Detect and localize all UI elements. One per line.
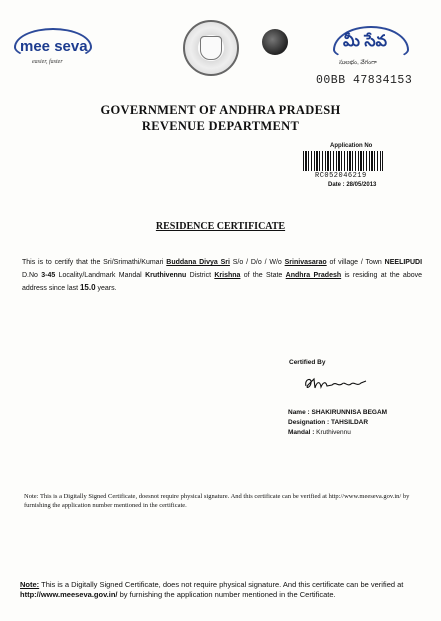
verification-note — [20, 580, 428, 600]
barcode — [303, 151, 383, 171]
signatory-name-row — [288, 408, 387, 418]
body-text-7: of the State — [240, 271, 286, 279]
telugu-logo-tagline: సులభం, వేగంగా — [339, 60, 377, 66]
state-name: Andhra Pradesh — [285, 271, 342, 279]
verification-url: http://www.meeseva.gov.in/ — [20, 590, 118, 599]
parent-name: Srinivasarao — [284, 259, 327, 266]
body-text-2: S/o / D/o / W/o — [229, 259, 285, 266]
date-value: 28/05/2013 — [346, 182, 377, 188]
date-label: Date : — [328, 182, 347, 188]
note-text-2: by furnishing the application number mentioned in the Certificate. — [117, 590, 336, 599]
signatory-mandal-row — [288, 428, 387, 438]
logo-name: mee seva — [20, 38, 88, 55]
name-label: Name : — [288, 409, 312, 416]
application-date — [328, 182, 376, 188]
meeseva-logo — [14, 28, 92, 68]
hologram-seal-icon — [262, 29, 288, 55]
designation-label: Designation : — [288, 419, 331, 426]
body-text-3: of village / Town — [326, 259, 385, 266]
government-heading: GOVERNMENT OF ANDHRA PRADESH — [100, 103, 341, 117]
certified-by-label: Certified By — [289, 359, 326, 366]
signatory-designation: TAHSILDAR — [330, 419, 369, 426]
signatory-mandal: Kruthivennu — [316, 429, 351, 436]
department-heading: REVENUE DEPARTMENT — [141, 119, 300, 133]
certificate-body — [22, 257, 422, 296]
body-text-8: is residing at the above address since last — [22, 271, 423, 292]
body-text-1: This is to certify that the Sri/Srimathi/Kumari — [22, 259, 167, 266]
signatory-designation-row — [288, 418, 387, 428]
applicant-name: Buddana Divya Sri — [166, 259, 230, 266]
body-text-9: years. — [95, 285, 117, 292]
state-emblem-icon — [183, 20, 239, 76]
meeseva-telugu-logo — [333, 26, 411, 70]
district-name: Krishna — [214, 271, 241, 279]
note-text-1: This is a Digitally Signed Certificate, does not require physical signature. And this certificate can be verified at — [39, 580, 404, 589]
body-text-4: D.No — [22, 271, 42, 279]
logo-tagline: easier, faster — [32, 59, 63, 65]
signatory-name: SHAKIRUNNISA BEGAM — [311, 409, 388, 416]
signature-image — [302, 373, 370, 393]
note-label: Note: — [20, 580, 40, 589]
telugu-logo-name: మీ సేవ — [343, 33, 387, 50]
signatory-details — [288, 408, 387, 438]
body-text-6: District — [186, 271, 215, 279]
application-number: RC052046219 — [315, 172, 367, 180]
years-of-residence: 15.0 — [79, 283, 96, 292]
serial-number: 00BB 47834153 — [316, 74, 413, 87]
mandal-name: Kruthivennu — [145, 271, 187, 279]
body-text-5: Locality/Landmark Mandal — [55, 271, 146, 279]
mandal-label: Mandal : — [288, 429, 317, 436]
digital-signature-note: Note: This is a Digitally Signed Certificate, doesnot require physical signature. And this certificate can be verified at http://www.meeseva.gov.in/ by furnishing the application number mentioned in the certificate. — [24, 493, 410, 509]
village-name: NEELIPUDI — [384, 259, 423, 266]
door-number: 3-45 — [41, 271, 56, 279]
application-number-label: Application No — [330, 143, 373, 149]
certificate-title: RESIDENCE CERTIFICATE — [155, 221, 286, 232]
